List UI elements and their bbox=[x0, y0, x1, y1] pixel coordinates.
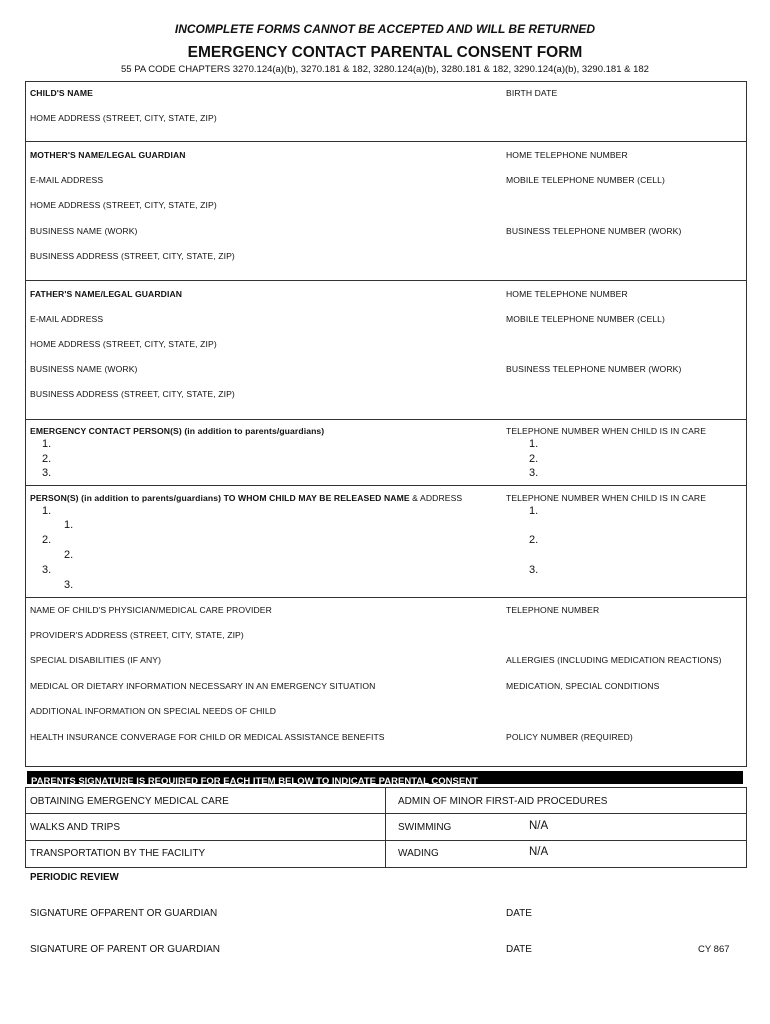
emergency-phone-label: TELEPHONE NUMBER WHEN CHILD IS IN CARE bbox=[506, 426, 707, 436]
consent-banner-text: PARENTS SIGNATURE IS REQUIRED FOR EACH ITEM BELOW TO INDICATE PARENTAL CONSENT bbox=[31, 776, 478, 787]
mother-business-phone-label[interactable]: BUSINESS TELEPHONE NUMBER (WORK) bbox=[506, 226, 682, 236]
release-phone-1[interactable]: 1. bbox=[529, 505, 539, 517]
warning-text: INCOMPLETE FORMS CANNOT BE ACCEPTED AND WILL BE RETURNED bbox=[174, 22, 596, 36]
date-1-label[interactable]: DATE bbox=[506, 908, 532, 919]
divider-emergency bbox=[25, 419, 747, 420]
signature-2-label[interactable]: SIGNATURE OF PARENT OR GUARDIAN bbox=[30, 944, 221, 955]
release-phone-label: TELEPHONE NUMBER WHEN CHILD IS IN CARE bbox=[506, 493, 707, 503]
father-email-label[interactable]: E-MAIL ADDRESS bbox=[30, 314, 104, 324]
mother-mobile-label[interactable]: MOBILE TELEPHONE NUMBER (CELL) bbox=[506, 175, 665, 185]
emergency-phone-3[interactable]: 3. bbox=[529, 467, 539, 479]
consent-row-divider-2 bbox=[25, 840, 747, 841]
consent-banner bbox=[27, 771, 743, 787]
child-name-label[interactable]: CHILD'S NAME bbox=[30, 88, 93, 98]
mother-business-address-label[interactable]: BUSINESS ADDRESS (STREET, CITY, STATE, ZIP) bbox=[30, 251, 235, 261]
father-mobile-label[interactable]: MOBILE TELEPHONE NUMBER (CELL) bbox=[506, 314, 665, 324]
insurance-label[interactable]: HEALTH INSURANCE CONVERAGE FOR CHILD OR MEDICAL ASSISTANCE BENEFITS bbox=[30, 732, 385, 742]
disabilities-label[interactable]: SPECIAL DISABILITIES (IF ANY) bbox=[30, 655, 162, 665]
father-business-phone-label[interactable]: BUSINESS TELEPHONE NUMBER (WORK) bbox=[506, 364, 682, 374]
child-address-label[interactable]: HOME ADDRESS (STREET, CITY, STATE, ZIP) bbox=[30, 113, 217, 123]
signature-1-label[interactable]: SIGNATURE OFPARENT OR GUARDIAN bbox=[30, 908, 218, 919]
date-2-label[interactable]: DATE bbox=[506, 944, 532, 955]
emergency-contact-label: EMERGENCY CONTACT PERSON(S) (in addition to parents/guardians) bbox=[30, 426, 325, 436]
consent-row-divider-1 bbox=[25, 813, 747, 814]
physician-phone-label[interactable]: TELEPHONE NUMBER bbox=[506, 605, 600, 615]
mother-email-label[interactable]: E-MAIL ADDRESS bbox=[30, 175, 104, 185]
father-name-label[interactable]: FATHER'S NAME/LEGAL GUARDIAN bbox=[30, 289, 183, 299]
emergency-contact-2[interactable]: 2. bbox=[42, 453, 52, 465]
mother-name-label[interactable]: MOTHER'S NAME/LEGAL GUARDIAN bbox=[30, 150, 186, 160]
release-person-2-address[interactable]: 2. bbox=[64, 549, 74, 561]
father-business-address-label[interactable]: BUSINESS ADDRESS (STREET, CITY, STATE, ZIP) bbox=[30, 389, 235, 399]
release-persons-label-bold: PERSON(S) (in addition to parents/guardians) TO WHOM CHILD MAY BE RELEASED NAME bbox=[30, 493, 410, 503]
special-needs-label[interactable]: ADDITIONAL INFORMATION ON SPECIAL NEEDS OF CHILD bbox=[30, 706, 277, 716]
divider-father bbox=[25, 280, 747, 281]
regulation-code: 55 PA CODE CHAPTERS 3270.124(a)(b), 3270.181 & 182, 3280.124(a)(b), 3280.181 & 182, 3290.124(a)(b), 3290.181 & 182 bbox=[121, 64, 649, 75]
allergies-label[interactable]: ALLERGIES (INCLUDING MEDICATION REACTIONS) bbox=[506, 655, 722, 665]
release-person-2-name[interactable]: 2. bbox=[42, 534, 52, 546]
emergency-phone-1[interactable]: 1. bbox=[529, 438, 539, 450]
mother-home-address-label[interactable]: HOME ADDRESS (STREET, CITY, STATE, ZIP) bbox=[30, 200, 217, 210]
periodic-review-title: PERIODIC REVIEW bbox=[30, 872, 119, 883]
medication-label[interactable]: MEDICATION, SPECIAL CONDITIONS bbox=[506, 681, 660, 691]
father-business-name-label[interactable]: BUSINESS NAME (WORK) bbox=[30, 364, 138, 374]
emergency-contact-3[interactable]: 3. bbox=[42, 467, 52, 479]
physician-label[interactable]: NAME OF CHILD'S PHYSICIAN/MEDICAL CARE PROVIDER bbox=[30, 605, 272, 615]
consent-walks-trips-label[interactable]: WALKS AND TRIPS bbox=[30, 822, 121, 833]
emergency-phone-2[interactable]: 2. bbox=[529, 453, 539, 465]
release-phone-3[interactable]: 3. bbox=[529, 564, 539, 576]
release-person-3-name[interactable]: 3. bbox=[42, 564, 52, 576]
form-title: EMERGENCY CONTACT PARENTAL CONSENT FORM bbox=[187, 44, 583, 61]
release-persons-label bbox=[30, 493, 462, 503]
consent-transportation-label[interactable]: TRANSPORTATION BY THE FACILITY bbox=[30, 848, 206, 859]
policy-number-label[interactable]: POLICY NUMBER (REQUIRED) bbox=[506, 732, 633, 742]
divider-release bbox=[25, 485, 747, 486]
release-person-1-name[interactable]: 1. bbox=[42, 505, 52, 517]
consent-wading-value[interactable]: N/A bbox=[529, 846, 549, 858]
provider-address-label[interactable]: PROVIDER'S ADDRESS (STREET, CITY, STATE, ZIP) bbox=[30, 630, 244, 640]
release-person-1-address[interactable]: 1. bbox=[64, 519, 74, 531]
consent-emergency-care-label[interactable]: OBTAINING EMERGENCY MEDICAL CARE bbox=[30, 796, 229, 807]
father-home-phone-label[interactable]: HOME TELEPHONE NUMBER bbox=[506, 289, 628, 299]
release-persons-label-rest: & ADDRESS bbox=[409, 493, 463, 503]
consent-wading-label[interactable]: WADING bbox=[398, 848, 439, 859]
divider-mother bbox=[25, 141, 747, 142]
consent-first-aid-label[interactable]: ADMIN OF MINOR FIRST-AID PROCEDURES bbox=[398, 796, 608, 807]
divider-medical bbox=[25, 597, 747, 598]
emergency-contact-1[interactable]: 1. bbox=[42, 438, 52, 450]
mother-business-name-label[interactable]: BUSINESS NAME (WORK) bbox=[30, 226, 138, 236]
birth-date-label[interactable]: BIRTH DATE bbox=[506, 88, 558, 98]
release-person-3-address[interactable]: 3. bbox=[64, 579, 74, 591]
release-phone-2[interactable]: 2. bbox=[529, 534, 539, 546]
consent-swimming-label[interactable]: SWIMMING bbox=[398, 822, 452, 833]
mother-home-phone-label[interactable]: HOME TELEPHONE NUMBER bbox=[506, 150, 628, 160]
consent-col-divider bbox=[385, 787, 386, 868]
consent-swimming-value[interactable]: N/A bbox=[529, 820, 549, 832]
dietary-info-label[interactable]: MEDICAL OR DIETARY INFORMATION NECESSARY IN AN EMERGENCY SITUATION bbox=[30, 681, 376, 691]
father-home-address-label[interactable]: HOME ADDRESS (STREET, CITY, STATE, ZIP) bbox=[30, 339, 217, 349]
form-id: CY 867 bbox=[698, 944, 730, 955]
